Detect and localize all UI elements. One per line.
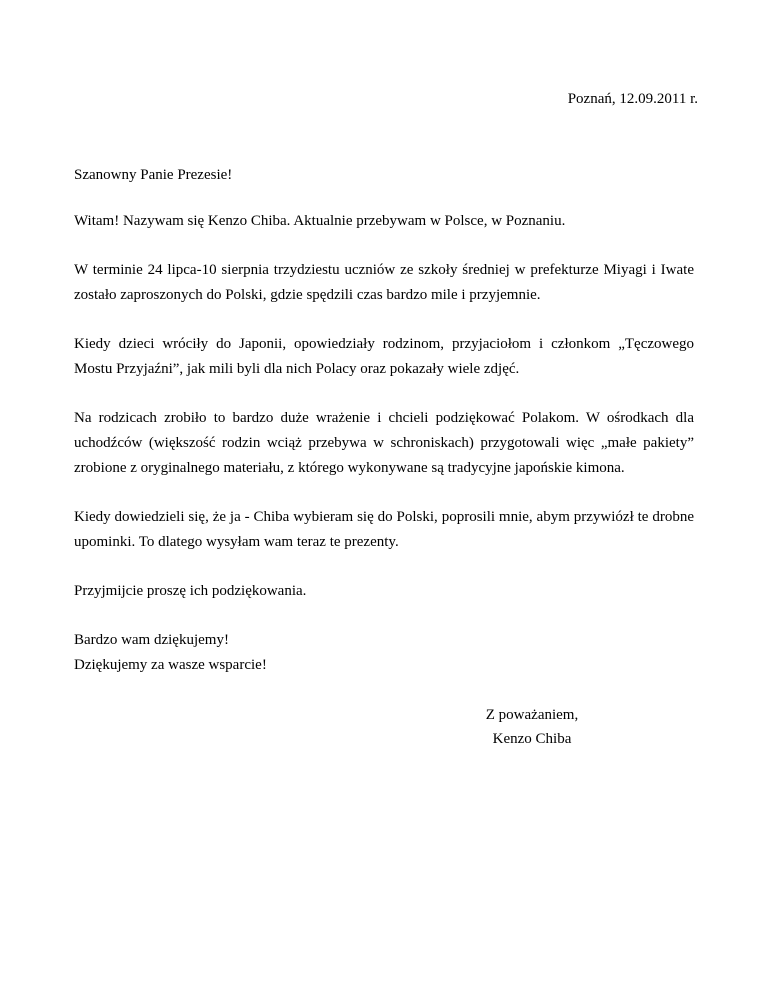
paragraph-acceptance: Przyjmijcie proszę ich podziękowania. (74, 583, 307, 599)
paragraph-return: Kiedy dzieci wróciły do Japonii, opowiedziały rodzinom, przyjaciołom i członkom „Tęczowego Mostu Przyjaźni”, jak mili byli dla nich Polacy oraz pokazały wiele zdjęć. (74, 336, 694, 377)
thanks-line: Dziękujemy za wasze wsparcie! (74, 657, 267, 673)
paragraph-gifts: Kiedy dowiedzieli się, że ja - Chiba wybieram się do Polski, poprosili mnie, abym przywiózł te drobne upominki. To dlatego wysyłam wam teraz te prezenty. (74, 509, 694, 550)
thanks-block (74, 628, 694, 678)
closing-block (462, 703, 602, 751)
letter-date: Poznań, 12.09.2011 r. (567, 91, 698, 107)
paragraph-introduction: Witam! Nazywam się Kenzo Chiba. Aktualnie przebywam w Polsce, w Poznaniu. (74, 213, 566, 229)
letter-body (74, 163, 694, 678)
paragraph-invitation: W terminie 24 lipca-10 sierpnia trzydziestu uczniów ze szkoły średniej w prefekturze Miyagi i Iwate zostało zaproszonych do Polski, gdzie spędzili czas bardzo mile i przyjemnie. (74, 262, 694, 303)
closing-phrase: Z poważaniem, (485, 707, 579, 723)
salutation: Szanowny Panie Prezesie! (74, 167, 233, 183)
paragraph-parents: Na rodzicach zrobiło to bardzo duże wrażenie i chcieli podziękować Polakom. W ośrodkach dla uchodźców (większość rodzin wciąż przebywa w schroniskach) przygotowali więc „małe pakiety” zrobione z oryginalnego materiału, z którego wykonywane są tradycyjne japońskie kimona. (74, 410, 694, 476)
thanks-line: Bardzo wam dziękujemy! (74, 632, 229, 648)
signature: Kenzo Chiba (492, 731, 572, 747)
